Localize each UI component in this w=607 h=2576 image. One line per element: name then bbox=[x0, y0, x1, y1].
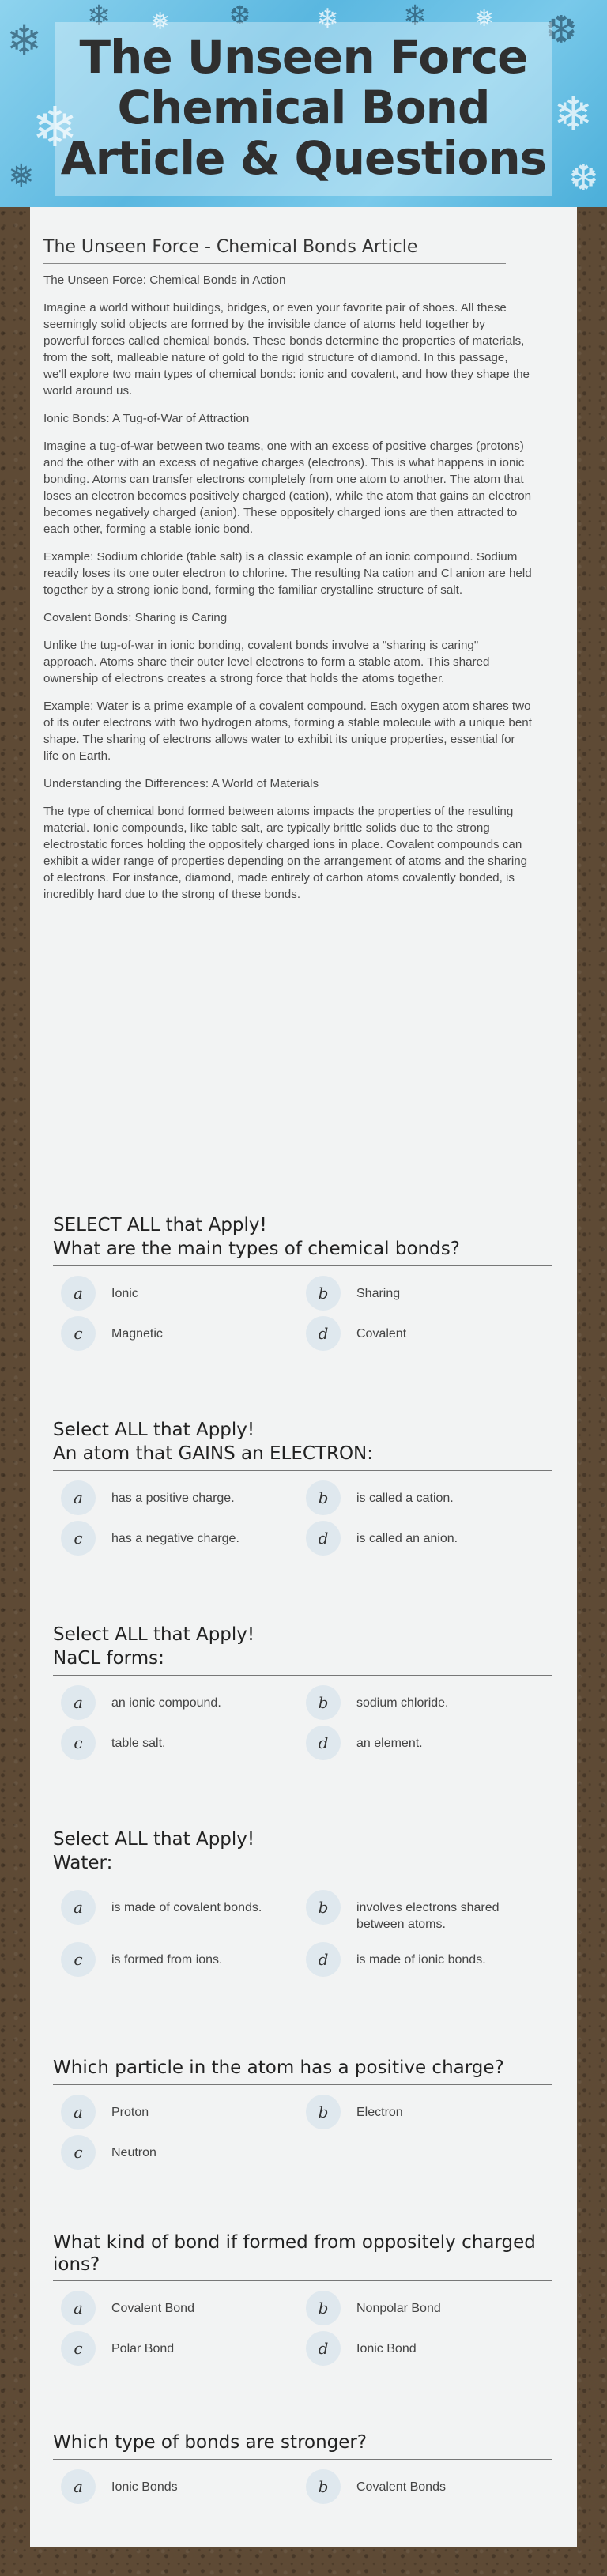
answer-option-c[interactable] bbox=[61, 1726, 298, 1760]
article-section-heading: Covalent Bonds: Sharing is Caring bbox=[43, 611, 228, 624]
question-title-line: Which particle in the atom has a positive charge? bbox=[53, 2057, 504, 2078]
answer-option-b[interactable] bbox=[306, 1685, 543, 1720]
article-paragraph: The type of chemical bond formed between atoms impacts the properties of the resulting material. Ionic compounds, like table salt, are typically brittle solids due to the strong electrostatic forces holding the oppositely charged ions in place. Covalent compounds can exhibit a wider range of properties depending on the arrangement of atoms and the sharing of electrons. For instance, diamond, made entirely of carbon atoms covalently bonded, is incredibly hard due to the strong of these bonds. bbox=[43, 805, 528, 901]
question-2 bbox=[53, 1418, 552, 1548]
answer-option-c[interactable] bbox=[61, 1316, 298, 1351]
snowflake-icon: ❅ bbox=[474, 5, 495, 32]
option-letter-badge[interactable]: d bbox=[306, 1521, 341, 1556]
question-title-line: NaCL forms: bbox=[53, 1648, 164, 1669]
option-text: Polar Bond bbox=[111, 2342, 175, 2355]
question-title bbox=[53, 2231, 552, 2281]
article bbox=[43, 237, 533, 903]
option-text: Ionic Bond bbox=[356, 2342, 417, 2355]
option-letter-badge[interactable]: d bbox=[306, 1942, 341, 1977]
option-text: Nonpolar Bond bbox=[356, 2302, 441, 2315]
option-text: is made of covalent bonds. bbox=[111, 1901, 262, 1914]
option-letter-badge[interactable]: d bbox=[306, 2331, 341, 2366]
option-letter-badge[interactable]: a bbox=[61, 2469, 96, 2504]
option-letter-badge[interactable]: c bbox=[61, 1521, 96, 1556]
option-text: an element. bbox=[356, 1737, 423, 1750]
question-title-line: SELECT ALL that Apply! bbox=[53, 1215, 267, 1235]
article-paragraph: Unlike the tug-of-war in ionic bonding, covalent bonds involve a "sharing is caring" approach. Atoms share their outer level electrons to form a stable atom. This shared ownership of electrons creates a strong force that holds the atoms together. bbox=[43, 639, 490, 685]
question-title-line: What kind of bond if formed from oppositely charged ions? bbox=[53, 2232, 536, 2275]
article-paragraph: Example: Water is a prime example of a covalent compound. Each oxygen atom shares two of its outer electrons with two hydrogen atoms, forming a stable molecule with a unique bent shape. The sharing of electrons allows water to exhibit its unique properties, essential for life on Earth. bbox=[43, 700, 532, 763]
option-text: Covalent Bonds bbox=[356, 2480, 446, 2494]
answer-option-a[interactable] bbox=[61, 2095, 298, 2129]
snowflake-icon: ❅ bbox=[150, 8, 171, 36]
option-text: is called an anion. bbox=[356, 1532, 458, 1545]
title-line: Chemical Bond bbox=[117, 81, 490, 134]
snowflake-icon: ❄ bbox=[32, 95, 78, 160]
article-subtitle: The Unseen Force: Chemical Bonds in Action bbox=[43, 273, 286, 287]
article-paragraph: Imagine a world without buildings, bridges, or even your favorite pair of shoes. All these seemingly solid objects are formed by the invisible dance of atoms held together by powerful forces called chemical bonds. These bonds determine the properties of materials, from the soft, malleable nature of gold to the rigid structure of diamond. In this passage, we'll explore two main types of chemical bonds: ionic and covalent, and how they shape the world around us. bbox=[43, 301, 530, 398]
option-text: an ionic compound. bbox=[111, 1696, 221, 1710]
snowflake-icon: ❄ bbox=[403, 0, 428, 32]
question-title bbox=[53, 1623, 552, 1676]
answer-option-c[interactable] bbox=[61, 1942, 298, 1977]
article-paragraph: Example: Sodium chloride (table salt) is a classic example of an ionic compound. Sodium readily loses its one outer electron to chlorine. The resulting Na cation and Cl anion are held together by a strong ionic bond, forming the familiar crystalline structure of salt. bbox=[43, 550, 532, 597]
snowflake-icon: ❄ bbox=[6, 16, 43, 66]
snowflake-icon: ❄ bbox=[316, 3, 339, 35]
snowflake-icon: ❆ bbox=[545, 8, 578, 52]
answer-option-b[interactable] bbox=[306, 1480, 543, 1515]
question-6 bbox=[53, 2231, 552, 2358]
answer-option-b[interactable] bbox=[306, 2469, 543, 2504]
title-line: Article & Questions bbox=[60, 131, 547, 185]
option-text: Magnetic bbox=[111, 1327, 163, 1341]
option-letter-badge[interactable]: b bbox=[306, 1890, 341, 1925]
option-text: has a positive charge. bbox=[111, 1492, 235, 1505]
article-heading: The Unseen Force - Chemical Bonds Article bbox=[43, 237, 506, 264]
snowflake-icon: ❄ bbox=[87, 0, 111, 32]
option-letter-badge[interactable]: b bbox=[306, 2469, 341, 2504]
option-text: sodium chloride. bbox=[356, 1696, 449, 1710]
option-letter-badge[interactable]: b bbox=[306, 1685, 341, 1720]
question-title bbox=[53, 1418, 552, 1471]
question-title bbox=[53, 1827, 552, 1880]
answer-option-b[interactable] bbox=[306, 2095, 543, 2129]
article-paragraph: Imagine a tug-of-war between two teams, one with an excess of positive charges (protons) and the other with an excess of negative charges (electrons). This is what happens in ionic bonding. Atoms can transfer electrons completely from one atom to another. The atom that loses an electron becomes positively charged (cation), while the atom that gains an electron becomes negatively charged (anion). These oppositely charged ions are then attracted to each other, forming a stable ionic bond. bbox=[43, 439, 532, 536]
question-7 bbox=[53, 2431, 552, 2496]
page-title bbox=[0, 32, 607, 183]
snowflake-icon: ❅ bbox=[8, 158, 35, 194]
question-4 bbox=[53, 1827, 552, 1969]
question-3 bbox=[53, 1623, 552, 1752]
option-text: involves electrons shared between atoms. bbox=[356, 1901, 500, 1931]
answer-option-c[interactable] bbox=[61, 1521, 298, 1556]
option-letter-badge[interactable]: a bbox=[61, 1276, 96, 1311]
option-text: Ionic bbox=[111, 1287, 138, 1300]
answer-option-b[interactable] bbox=[306, 1890, 543, 1933]
option-letter-badge[interactable]: b bbox=[306, 1480, 341, 1515]
snowflake-icon: ❄ bbox=[553, 87, 594, 142]
answer-option-d[interactable] bbox=[306, 1726, 543, 1760]
answer-option-c[interactable] bbox=[61, 2331, 298, 2366]
answer-option-a[interactable] bbox=[61, 1480, 298, 1515]
answer-option-a[interactable] bbox=[61, 2469, 298, 2504]
option-letter-badge[interactable]: c bbox=[61, 1726, 96, 1760]
option-text: Proton bbox=[111, 2106, 149, 2119]
answer-option-d[interactable] bbox=[306, 1942, 543, 1977]
option-text: table salt. bbox=[111, 1737, 166, 1750]
option-letter-badge[interactable]: a bbox=[61, 2095, 96, 2129]
snowflake-icon: ❆ bbox=[229, 0, 251, 30]
option-letter-badge[interactable]: d bbox=[306, 1726, 341, 1760]
answer-option-d[interactable] bbox=[306, 1316, 543, 1351]
answer-option-c[interactable] bbox=[61, 2135, 298, 2170]
question-title-line: What are the main types of chemical bonds? bbox=[53, 1239, 460, 1259]
question-title bbox=[53, 1213, 552, 1266]
option-text: is formed from ions. bbox=[111, 1953, 223, 1967]
option-text: is made of ionic bonds. bbox=[356, 1953, 486, 1967]
answer-option-d[interactable] bbox=[306, 2331, 543, 2366]
option-letter-badge[interactable]: a bbox=[61, 2291, 96, 2325]
answer-option-a[interactable] bbox=[61, 1890, 298, 1925]
question-title-line: An atom that GAINS an ELECTRON: bbox=[53, 1443, 374, 1464]
header-banner bbox=[0, 0, 607, 207]
option-letter-badge[interactable]: b bbox=[306, 2291, 341, 2325]
option-letter-badge[interactable]: a bbox=[61, 1480, 96, 1515]
answer-option-a[interactable] bbox=[61, 1276, 298, 1311]
answer-option-a[interactable] bbox=[61, 1685, 298, 1720]
option-letter-badge[interactable]: c bbox=[61, 2331, 96, 2366]
option-letter-badge[interactable]: b bbox=[306, 2095, 341, 2129]
answer-option-b[interactable] bbox=[306, 2291, 543, 2325]
option-text: Sharing bbox=[356, 1287, 401, 1300]
snowflake-icon: ❆ bbox=[569, 158, 598, 198]
option-text: Electron bbox=[356, 2106, 403, 2119]
answer-option-a[interactable] bbox=[61, 2291, 298, 2325]
question-title-line: Select ALL that Apply! bbox=[53, 1624, 255, 1645]
option-text: Covalent Bond bbox=[111, 2302, 194, 2315]
option-text: Covalent bbox=[356, 1327, 407, 1341]
option-letter-badge[interactable]: c bbox=[61, 1316, 96, 1351]
option-text: Ionic Bonds bbox=[111, 2480, 178, 2494]
question-title-line: Which type of bonds are stronger? bbox=[53, 2432, 368, 2453]
title-line: The Unseen Force bbox=[79, 30, 528, 84]
answer-option-b[interactable] bbox=[306, 1276, 543, 1311]
question-title-line: Water: bbox=[53, 1853, 113, 1873]
option-letter-badge[interactable]: d bbox=[306, 1316, 341, 1351]
question-title bbox=[53, 2431, 552, 2460]
option-text: Neutron bbox=[111, 2146, 156, 2159]
question-5 bbox=[53, 2056, 552, 2162]
question-1 bbox=[53, 1213, 552, 1343]
article-section-heading: Ionic Bonds: A Tug-of-War of Attraction bbox=[43, 412, 250, 425]
option-text: is called a cation. bbox=[356, 1492, 454, 1505]
question-title-line: Select ALL that Apply! bbox=[53, 1829, 255, 1850]
option-letter-badge[interactable]: c bbox=[61, 1942, 96, 1977]
article-section-heading: Understanding the Differences: A World of Materials bbox=[43, 777, 319, 790]
option-letter-badge[interactable]: c bbox=[61, 2135, 96, 2170]
answer-option-d[interactable] bbox=[306, 1521, 543, 1556]
option-letter-badge[interactable]: a bbox=[61, 1685, 96, 1720]
option-letter-badge[interactable]: b bbox=[306, 1276, 341, 1311]
option-letter-badge[interactable]: a bbox=[61, 1890, 96, 1925]
question-title-line: Select ALL that Apply! bbox=[53, 1420, 255, 1440]
question-title bbox=[53, 2056, 552, 2085]
option-text: has a negative charge. bbox=[111, 1532, 239, 1545]
